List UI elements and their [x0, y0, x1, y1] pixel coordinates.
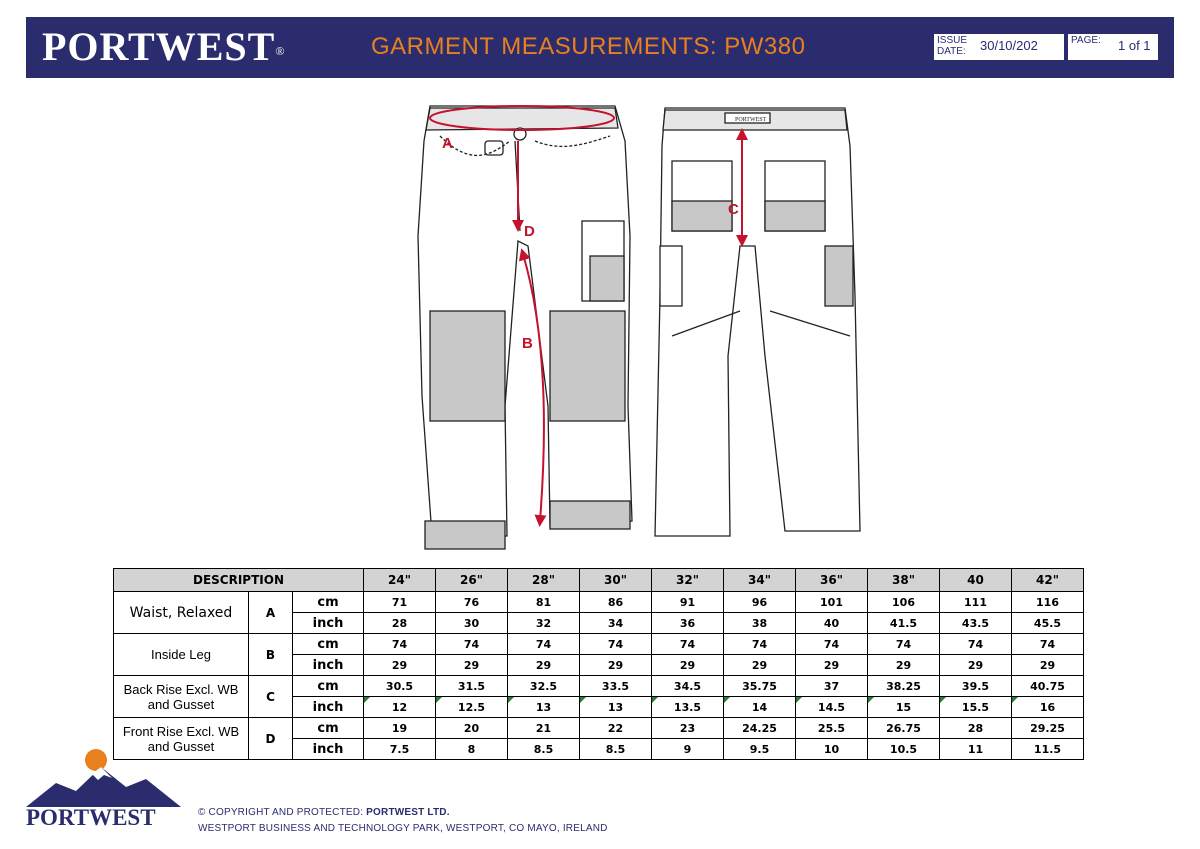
measurement-value: 29: [364, 655, 436, 676]
measurement-value: 24.25: [724, 718, 796, 739]
measurement-value: 111: [940, 592, 1012, 613]
description-header: DESCRIPTION: [114, 569, 364, 592]
measurement-value: 71: [364, 592, 436, 613]
measurement-description: Inside Leg: [114, 634, 249, 676]
header-bar: [26, 17, 1174, 78]
measurement-value: 29: [1012, 655, 1084, 676]
measurement-value: 74: [940, 634, 1012, 655]
measurement-description: Waist, Relaxed: [114, 592, 249, 634]
measurement-value: 74: [796, 634, 868, 655]
measurement-value: 106: [868, 592, 940, 613]
measurement-value: 43.5: [940, 613, 1012, 634]
measurement-value: 14.5: [796, 697, 868, 718]
footer-logo-text: PORTWEST: [26, 805, 156, 830]
size-header: 24": [364, 569, 436, 592]
measurement-value: 29: [436, 655, 508, 676]
footer-logo: [26, 745, 181, 830]
garment-technical-drawing: [410, 96, 870, 558]
measurement-value: 10.5: [868, 739, 940, 760]
measurement-value: 30.5: [364, 676, 436, 697]
measurement-value: 86: [580, 592, 652, 613]
measurement-description: Front Rise Excl. WB and Gusset: [114, 718, 249, 760]
page-box: [1068, 34, 1158, 60]
measurement-value: 29: [868, 655, 940, 676]
measurement-value: 74: [580, 634, 652, 655]
measurement-value: 13.5: [652, 697, 724, 718]
measurement-value: 76: [436, 592, 508, 613]
size-header: 30": [580, 569, 652, 592]
table-row: [114, 676, 1084, 697]
table-header-row: [114, 569, 1084, 592]
waistband-logo: PORTWEST: [735, 117, 767, 123]
measurement-value: 40.75: [1012, 676, 1084, 697]
label-a: A: [442, 135, 453, 152]
measurement-value: 38.25: [868, 676, 940, 697]
label-d: D: [524, 223, 535, 240]
measurement-code: A: [249, 592, 293, 634]
unit-label: inch: [293, 697, 364, 718]
measurement-code: B: [249, 634, 293, 676]
measurement-value: 116: [1012, 592, 1084, 613]
measurement-value: 45.5: [1012, 613, 1084, 634]
size-header: 28": [508, 569, 580, 592]
measurement-value: 30: [436, 613, 508, 634]
table-row: [114, 634, 1084, 655]
measurement-value: 10: [796, 739, 868, 760]
measurement-value: 23: [652, 718, 724, 739]
measurement-value: 41.5: [868, 613, 940, 634]
measurement-value: 29: [940, 655, 1012, 676]
measurement-value: 14: [724, 697, 796, 718]
size-header: 36": [796, 569, 868, 592]
unit-label: inch: [293, 613, 364, 634]
measurement-value: 9: [652, 739, 724, 760]
measurement-value: 12.5: [436, 697, 508, 718]
label-b: B: [522, 335, 533, 352]
measurement-value: 74: [436, 634, 508, 655]
measurement-value: 91: [652, 592, 724, 613]
copyright-notice: © COPYRIGHT AND PROTECTED: PORTWEST LTD. WESTPORT BUSINESS AND TECHNOLOGY PARK, WESTPORT, CO MAYO, IRELAND: [198, 807, 608, 834]
issue-date-value: 30/10/202: [980, 38, 1038, 53]
measurement-value: 101: [796, 592, 868, 613]
measurement-value: 13: [580, 697, 652, 718]
measurement-value: 74: [1012, 634, 1084, 655]
measurement-value: 39.5: [940, 676, 1012, 697]
measurement-value: 74: [868, 634, 940, 655]
measurement-value: 29.25: [1012, 718, 1084, 739]
measurement-value: 74: [724, 634, 796, 655]
unit-label: cm: [293, 718, 364, 739]
measurement-value: 96: [724, 592, 796, 613]
measurement-value: 38: [724, 613, 796, 634]
size-header: 40: [940, 569, 1012, 592]
measurement-value: 16: [1012, 697, 1084, 718]
size-header: 38": [868, 569, 940, 592]
measurement-value: 29: [580, 655, 652, 676]
measurements-table: [113, 568, 1084, 760]
measurement-code: D: [249, 718, 293, 760]
back-view: [655, 108, 860, 536]
unit-label: cm: [293, 676, 364, 697]
unit-label: cm: [293, 592, 364, 613]
issue-date-label: ISSUE DATE:: [937, 35, 968, 57]
measurement-value: 36: [652, 613, 724, 634]
label-c: C: [728, 201, 739, 218]
size-header: 34": [724, 569, 796, 592]
measurement-value: 74: [364, 634, 436, 655]
measurement-value: 81: [508, 592, 580, 613]
measurement-value: 8.5: [508, 739, 580, 760]
unit-label: cm: [293, 634, 364, 655]
measurement-value: 13: [508, 697, 580, 718]
measurement-value: 28: [364, 613, 436, 634]
measurement-description: Back Rise Excl. WB and Gusset: [114, 676, 249, 718]
measurement-value: 40: [796, 613, 868, 634]
measurement-value: 11: [940, 739, 1012, 760]
measurement-value: 25.5: [796, 718, 868, 739]
measurement-value: 31.5: [436, 676, 508, 697]
measurement-code: C: [249, 676, 293, 718]
measurement-value: 19: [364, 718, 436, 739]
measurement-value: 15.5: [940, 697, 1012, 718]
front-view: [418, 106, 632, 549]
unit-label: inch: [293, 739, 364, 760]
measurement-value: 20: [436, 718, 508, 739]
unit-label: inch: [293, 655, 364, 676]
measurement-value: 34.5: [652, 676, 724, 697]
measurement-value: 74: [652, 634, 724, 655]
document-title: GARMENT MEASUREMENTS: PW380: [371, 33, 806, 60]
table-row: [114, 718, 1084, 739]
measurement-value: 22: [580, 718, 652, 739]
measurement-value: 37: [796, 676, 868, 697]
measurement-value: 28: [940, 718, 1012, 739]
sun-icon: [85, 749, 107, 771]
measurement-value: 8: [436, 739, 508, 760]
issue-date-box: [934, 34, 1064, 60]
measurement-value: 33.5: [580, 676, 652, 697]
measurement-value: 26.75: [868, 718, 940, 739]
measurement-value: 9.5: [724, 739, 796, 760]
size-header: 26": [436, 569, 508, 592]
measurement-value: 29: [652, 655, 724, 676]
measurement-value: 74: [508, 634, 580, 655]
table-row: [114, 592, 1084, 613]
brand-logo: PORTWEST®: [42, 24, 286, 69]
measurement-value: 15: [868, 697, 940, 718]
measurement-value: 29: [508, 655, 580, 676]
measurement-value: 8.5: [580, 739, 652, 760]
measurement-value: 29: [724, 655, 796, 676]
measurement-value: 21: [508, 718, 580, 739]
measurement-value: 29: [796, 655, 868, 676]
page-label: PAGE:: [1071, 35, 1101, 46]
measurement-value: 11.5: [1012, 739, 1084, 760]
measurement-value: 12: [364, 697, 436, 718]
measurement-value: 32.5: [508, 676, 580, 697]
measurement-value: 35.75: [724, 676, 796, 697]
measurement-value: 34: [580, 613, 652, 634]
measurement-value: 7.5: [364, 739, 436, 760]
size-header: 32": [652, 569, 724, 592]
size-header: 42": [1012, 569, 1084, 592]
measurement-value: 32: [508, 613, 580, 634]
page-value: 1 of 1: [1118, 38, 1151, 53]
